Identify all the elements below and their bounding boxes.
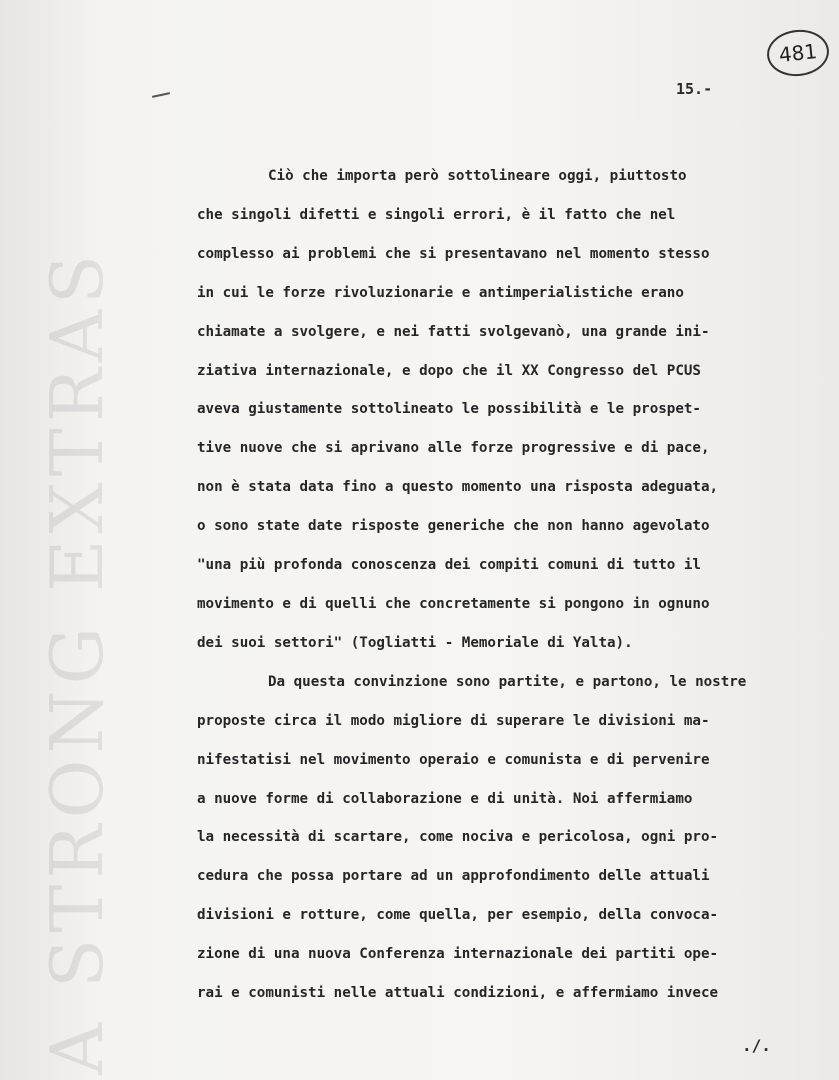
text-line: tive nuove che si aprivano alle forze progressive e di pace, [197,440,710,457]
text-line: proposte circa il modo migliore di superare le divisioni ma- [197,712,710,729]
text-line: la necessità di scartare, come nociva e pericolosa, ogni pro- [197,829,719,846]
text-line: in cui le forze rivoluzionarie e antimperialistiche erano [197,284,684,301]
text-line: che singoli difetti e singoli errori, è il fatto che nel [197,206,676,223]
text-line: zione di una nuova Conferenza internazionale dei partiti ope- [197,946,719,963]
text-line: chiamate a svolgere, e nei fatti svolgevanò, una grande ini- [197,323,710,340]
text-line: nifestatisi nel movimento operaio e comunista e di pervenire [197,751,710,768]
body-text [197,157,822,1013]
text-line: o sono state date risposte generiche che non hanno agevolato [197,518,710,535]
continuation-mark: ./. [742,1036,771,1055]
text-line: cedura che possa portare ad un approfondimento delle attuali [197,868,710,885]
text-line: Ciò che importa però sottolineare oggi, piuttosto [268,168,687,184]
text-line: dei suoi settori" (Togliatti - Memoriale di Yalta). [197,634,633,651]
handwritten-page-number: 481 [765,27,831,79]
text-line: a nuove forme di collaborazione e di unità. Noi affermiamo [197,790,693,807]
text-line: non è stata data fino a questo momento una risposta adeguata, [197,479,719,496]
text-line: rai e comunisti nelle attuali condizioni, e affermiamo invece [197,985,719,1002]
text-line: complesso ai problemi che si presentavano nel momento stesso [197,245,710,262]
text-line: "una più profonda conoscenza dei compiti comuni di tutto il [197,557,701,574]
text-line: movimento e di quelli che concretamente si pongono in ognuno [197,595,710,612]
text-line: ziativa internazionale, e dopo che il XX Congresso del PCUS [197,362,701,379]
page-header: 15.- [676,80,713,98]
text-line: Da questa convinzione sono partite, e partono, le nostre [268,673,747,690]
pen-mark [152,92,170,98]
watermark: A STRONG EXTRAS [35,248,119,1075]
text-line: aveva giustamente sottolineato le possibilità e le prospet- [197,401,701,418]
text-line: divisioni e rotture, come quella, per esempio, della convoca- [197,907,719,924]
